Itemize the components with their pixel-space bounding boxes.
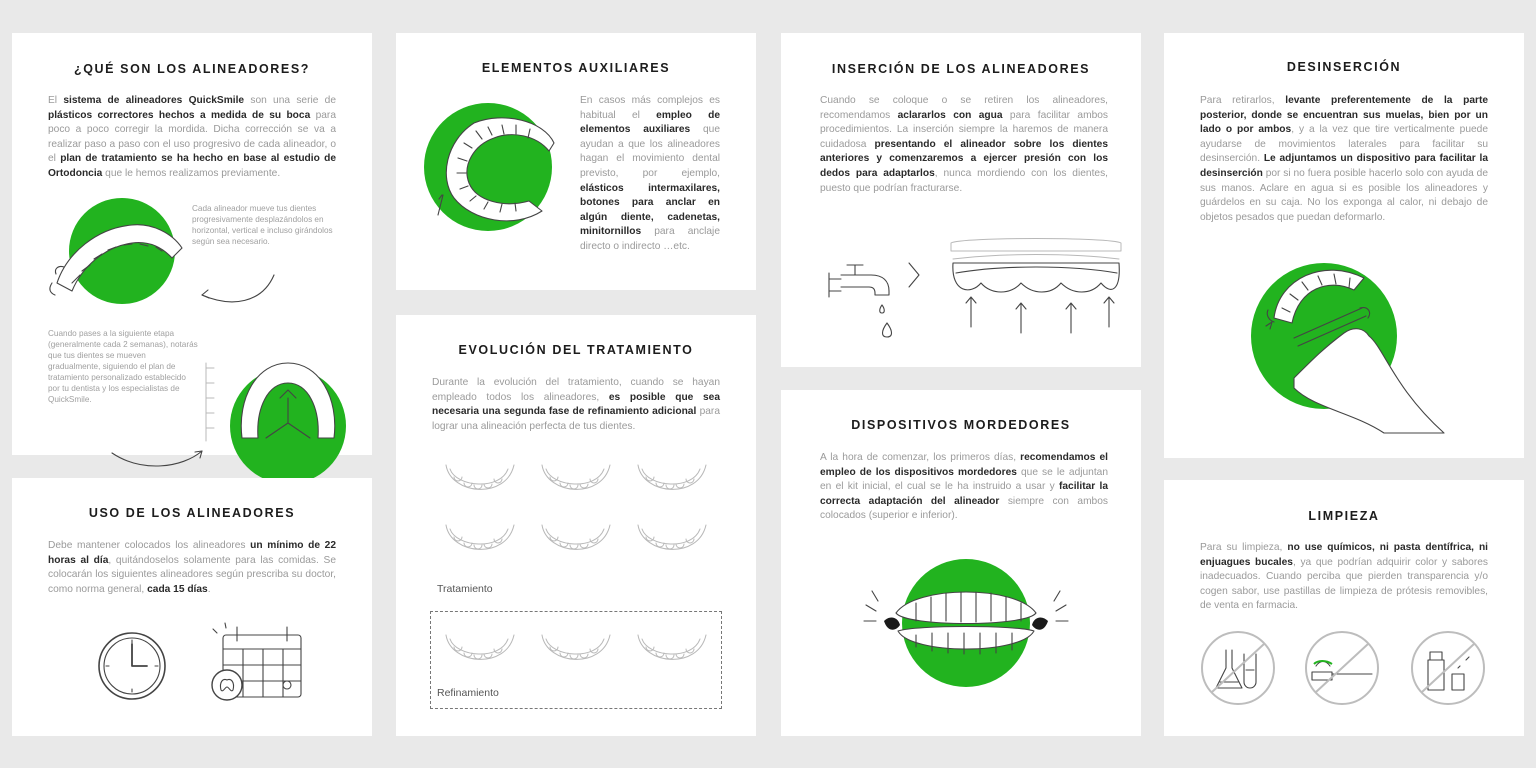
no-mouthwash-icon (1410, 630, 1490, 710)
card-paragraph (48, 94, 336, 182)
label-refinamiento: Refinamiento (437, 687, 499, 699)
clock-icon (97, 628, 177, 708)
body-text: , ya que podrían adquirir color y sabores inadecuados. Cuando perciba que pierden transparencia y/o cogen sabor, use pastillas de limpieza de prótesis removibles, de venta en farmacia. (1200, 556, 1488, 612)
card-auxiliares (396, 33, 756, 290)
emphasis-text: sistema de alineadores (63, 95, 189, 106)
card-title: ELEMENTOS AUXILIARES (481, 61, 671, 75)
body-text: para facilitar ambos procedimientos. La inserción siempre la haremos de manera cuidadosa (820, 109, 1109, 150)
card-mordedores (781, 390, 1141, 736)
body-text: Durante la evolución del tratamiento, cuando se hayan empleado todos los alineadores, (432, 377, 720, 403)
emphasis-text: presentando el alineador sobre los dientes anteriores y comenzaremos a ejercer presión con los dedos para adaptarlos (820, 138, 1108, 179)
emphasis-text: empleo de elementos auxiliares (580, 109, 720, 136)
card-que-son (12, 33, 372, 455)
card-paragraph (1200, 94, 1488, 225)
card-paragraph (1200, 541, 1488, 614)
emphasis-text: QuickSmile (188, 95, 245, 106)
body-text: , nunca mordiendo con los dientes, puesto que podrían fracturarse. (820, 167, 1108, 194)
card-limpieza (1164, 480, 1524, 736)
emphasis-text: plásticos correctores hechos a medida de su boca (48, 109, 311, 121)
no-chemicals-icon (1200, 630, 1280, 710)
card-desinsercion (1164, 33, 1524, 458)
body-text: , y a la vez que tire verticalmente puede ayudarse de movimientos laterales para facilitar su desinserción. (1200, 124, 1489, 165)
card-title: INSERCIÓN DE LOS ALINEADORES (831, 62, 1091, 76)
card-paragraph (820, 451, 1108, 524)
card-paragraph (48, 539, 336, 597)
card-insercion (781, 33, 1141, 367)
aligner-grid-refinement (436, 625, 736, 685)
card-uso (12, 478, 372, 736)
calendar-icon (207, 623, 317, 713)
note-movement: Cada alineador mueve tus dientes progresivamente desplazándolos en horizontal, vertical e incluso girándolos según sea necesario. (192, 204, 333, 246)
emphasis-text: aclararlos con agua (897, 109, 1003, 121)
aligner-grid-treatment (436, 455, 736, 585)
body-text: , quitándoselos solamente para las comidas. Se colocarán los siguientes alineadores según prescriba su doctor, como norma general, (48, 554, 337, 595)
auxiliary-arch-illustration (424, 103, 564, 243)
card-title: USO DE LOS ALINEADORES (88, 506, 296, 520)
no-toothpaste-icon (1304, 630, 1384, 710)
body-text: que ayudan a que los alineadores hagan el movimiento dental previsto, por ejemplo, (580, 124, 720, 179)
removal-hand-illustration (1234, 238, 1514, 438)
card-title: EVOLUCIÓN DEL TRATAMIENTO (458, 343, 694, 357)
emphasis-text: Le adjuntamos un dispositivo para facilitar la desinserción (1200, 153, 1489, 179)
body-text: Para retirarlos, (1200, 95, 1286, 106)
card-evolucion (396, 315, 756, 736)
label-tratamiento: Tratamiento (437, 583, 493, 595)
emphasis-text: plan de tratamiento se ha hecho en base al estudio de Ortodoncia (48, 153, 336, 179)
card-paragraph (580, 94, 720, 255)
emphasis-text: elásticos intermaxilares, botones para anclar en algún diente, cadenetas, minitornillos (580, 182, 720, 238)
emphasis-text: no use químicos, ni pasta dentífrica, ni enjuagues bucales (1200, 542, 1489, 568)
body-text: para lograr una alineación perfecta de tus dientes. (432, 406, 720, 432)
emphasis-text: es posible que sea necesaria una segunda fase de refinamiento adicional (432, 391, 721, 418)
body-text: que le hemos realizamos previamente. (102, 167, 281, 179)
card-title: ¿QUÉ SON LOS ALINEADORES? (73, 62, 311, 76)
body-text: En casos más complejos es habitual el (580, 95, 720, 121)
body-text: que se le adjuntan en el kit inicial, el cual se le ha instruido a usar y (820, 466, 1108, 493)
emphasis-text: facilitar la correcta adaptación del alineador (820, 481, 1108, 507)
body-text: son una serie de (244, 95, 336, 106)
body-text: siempre con ambos colocados (superior e inferior). (820, 495, 1108, 522)
emphasis-text: un mínimo de 22 horas al día (48, 540, 336, 566)
body-text: . (207, 583, 211, 595)
card-title: DISPOSITIVOS MORDEDORES (851, 418, 1071, 432)
faucet-rinse-illustration (821, 233, 1161, 353)
card-title: LIMPIEZA (1308, 509, 1380, 523)
body-text: para anclaje directo o indirecto …etc. (580, 226, 720, 252)
body-text: Cuando se coloque o se retiren los alineadores, recomendamos (820, 95, 1108, 121)
biting-device-illustration (856, 555, 1076, 695)
card-paragraph (432, 376, 720, 434)
emphasis-text: levante preferentemente de la parte posterior, donde se encuentran sus muelas, bien por un lado o por ambos (1200, 95, 1489, 136)
emphasis-text: cada 15 días (147, 583, 208, 595)
body-text: Debe mantener colocados los alineadores (48, 540, 251, 551)
body-text: A la hora de comenzar, los primeros días, (820, 452, 1021, 463)
body-text: para poco a poco corregir la mordida. Dicha corrección se va a realizar paso a paso con el uso progresivo de cada alineador, o el (48, 109, 336, 165)
card-title: DESINSERCIÓN (1286, 60, 1402, 74)
card-paragraph (820, 94, 1108, 196)
body-text: El (48, 95, 64, 106)
body-text: por si no fuera posible hacerlo solo con ayuda de sus manos. Aclare en agua si es posible los alineadores y guárdelos en su caja. No los exponga al calor, ni debajo de objetos pesados que puedan deformarlo. (1200, 167, 1488, 223)
body-text: Para su limpieza, (1200, 542, 1288, 553)
emphasis-text: recomendamos el empleo de los dispositivos mordedores (820, 452, 1108, 478)
note-stages: Cuando pases a la siguiente etapa (generalmente cada 2 semanas), notarás que tus dientes se mueven gradualmente, siguiendo el plan de tratamiento personalizado establecido por tu dentista y los especialistas de QuickSmile. (48, 329, 198, 404)
